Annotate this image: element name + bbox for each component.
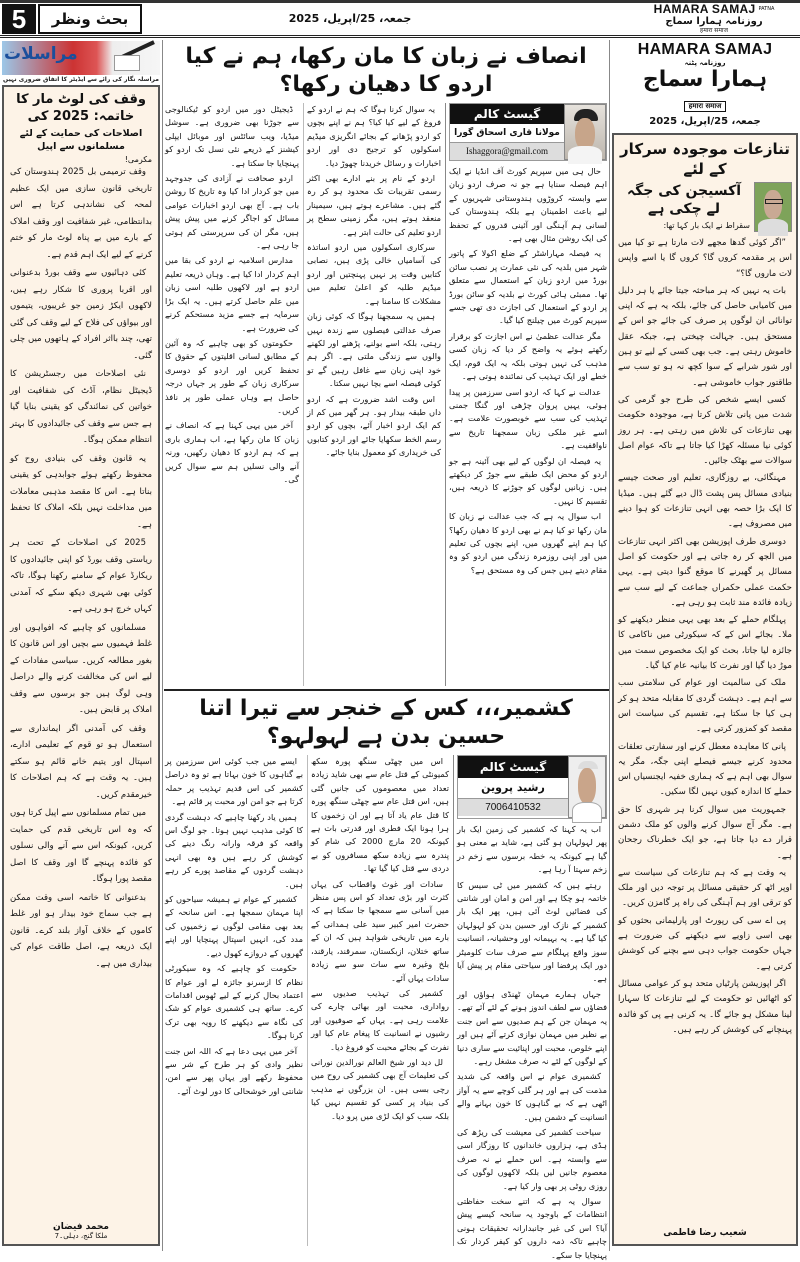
article2-body [165, 755, 449, 1246]
article3-headline-line2: آکسیجن کی جگہ لے چکی ہے [626, 183, 742, 217]
paragraph: اب سوال یہ ہے کہ جب عدالت نے زبان کا مان رکھا تو کیا ہم نے بھی اردو کا دھیان رکھا؟ کیا ہم اپنے گھروں میں، اپنے بچوں کی تعلیم میں اور اپنی روزمرہ زندگی میں اردو کو وہ مقام دیتے ہیں جس کی وہ مستحق ہے؟ [449, 511, 607, 575]
article2-phone: 7006410532 [458, 799, 568, 816]
paragraph: سادات اور غوث واقطاب کی یہاں کثرت اور بڑی تعداد کو اس پس منظر میں آسانی سے سمجھا جا سکتا ہے کہ حضرت امیر کبیر سید علی ہمدانی کے بارے میں تاریخی شواہد ہیں کہ ان کے ساتھ ختلان، ازبکستان، سمرقند، یارقند، بلخ وغیرہ سے سات سو سے زیادہ سادات یہاں آئے۔ [311, 878, 449, 983]
article1-body-right [449, 165, 607, 686]
paragraph: میں تمام مسلمانوں سے اپیل کرتا ہوں کہ وہ اس تاریخی قدم کی حمایت کریں، کیونکہ اس سے آنے والی نسلوں کو فائدہ پہنچے گا اور وقف کا اصل مقصد پورا ہوگا۔ [10, 808, 152, 884]
author-photo [754, 182, 792, 232]
paragraph: جمہوریت میں سوال کرنا ہر شہری کا حق ہے۔ مگر آج سوال کرنے والوں کو ملک دشمن قرار دے دیا جاتا ہے، جو ایک خطرناک رجحان ہے۔ [618, 804, 792, 861]
column-divider [609, 40, 610, 1251]
paragraph: یہ قانون وقف کی بنیادی روح کو محفوظ رکھتے ہوئے جوابدہی کو یقینی بناتا ہے۔ اس کا مقصد مذہبی معاملات میں مداخلت نہیں بلکہ املاک کا تحفظ ہے۔ [10, 453, 152, 530]
section-title: بحث ونظر [38, 4, 142, 34]
article2-headline: کشمیر،،، کس کے خنجر سے تیرا اتنا حسین بدن ہے لہولہو؟ [199, 696, 573, 749]
guest-column-label: گیسٹ کالم [450, 104, 564, 124]
paragraph: آخر میں یہی دعا ہے کہ اللہ اس جنت نظیر وادی کو ہر طرح کے شر سے محفوظ رکھے اور یہاں پھر سے امن، شانتی اور خوشحالی کا دور لوٹ آئے۔ [165, 1045, 303, 1096]
paragraph: اس میں چھٹی سنگھ پورہ سکھ کمیونٹی کے قتل عام سے بھی شاید زیادہ تعداد میں معصوموں کی جانیں گئی ہیں، اس قتل عام سے چھٹی سنگھ پورہ کا قتل عام یاد آتا ہے اور ان زخموں کا ہرا ہونا ایک فطری اور قدرتی بات ہے کیونکہ 20 مارچ 2000 کی شام کو پندرہ سے زیادہ سکھ مسافروں کو بے دردی سے قتل کیا گیا تھا۔ [311, 756, 449, 874]
paragraph: 2025 کی اصلاحات کے تحت ہر ریاستی وقف بورڈ کو اپنی جائیدادوں کا ریکارڈ عوام کے سامنے رکھنا ہوگا، تاکہ کوئی بھی شہری دیکھ سکے کہ آمدنی کہاں خرچ ہو رہی ہے۔ [10, 538, 152, 614]
paragraph: حال ہی میں سپریم کورٹ آف انڈیا نے ایک اہم فیصلہ سنایا ہے جو نہ صرف اردو زبان سے وابستہ کروڑوں ہندوستانی شہریوں کے لیے باعث اطمینان ہے بلکہ ہندوستان کی لسانی ہم آہنگی اور آئینی قدروں کے تحفظ کی ایک روشن مثال بھی ہے۔ [449, 166, 607, 244]
article2-right-column [453, 755, 607, 1260]
paragraph: سوال یہ ہے کہ اتنے سخت حفاظتی انتظامات کے باوجود یہ سانحہ کیسے پیش آیا؟ اس کی غیر جانبدارانہ تحقیقات ہونی چاہیے تاکہ ذمہ داروں کو کیفر کردار تک پہنچایا جا سکے۔ [457, 1195, 607, 1260]
paragraph: سرکاری اسکولوں میں اردو اساتذہ کی آسامیاں خالی پڑی ہیں، نصابی کتابیں وقت پر نہیں پہنچتیں اور اردو میڈیم طلبہ کو اعلیٰ تعلیم میں مشکلات کا سامنا ہے۔ [307, 242, 441, 306]
guest-column-label: گیسٹ کالم [458, 756, 568, 778]
paragraph: اس وقت اشد ضرورت ہے کہ اردو داں طبقہ بیدار ہو۔ ہر گھر میں کم از کم ایک اردو اخبار آئے، بچوں کو اردو رسم الخط سکھایا جائے اور اردو کتابوں کی خریداری کو معمول بنایا جائے۔ [307, 393, 441, 458]
letter-title-line2: اصلاحات کی حمایت کے لئے مسلمانوں سے اپیل [19, 128, 143, 152]
article2-guest-box [457, 755, 607, 819]
envelope-icon [114, 55, 140, 71]
article1-guest-box [449, 103, 607, 161]
masthead-logo-hindi: हमारा समाज [684, 101, 727, 112]
right-column [612, 41, 798, 1246]
paragraph: بدعنوانی کا خاتمہ اسی وقت ممکن ہے جب سماج خود بیدار ہو اور غلط کاموں کے خلاف آواز بلند کرے۔ قانون ایک ذریعہ ہے، اصل طاقت عوام کی بیداری میں ہے۔ [10, 892, 152, 969]
masthead-logo-english: HAMARA SAMAJ [637, 41, 773, 58]
paragraph: ڈیجیٹل دور میں اردو کو ٹیکنالوجی سے جوڑنا بھی ضروری ہے۔ سوشل میڈیا، ویب سائٹس اور موبائل ایپلی کیشنز کے ذریعے نئی نسل تک اردو کو پہنچایا جا سکتا ہے۔ [165, 104, 299, 168]
paragraph: اردو صحافت نے آزادی کی جدوجہد میں جو کردار ادا کیا وہ تاریخ کا روشن باب ہے۔ آج بھی اردو اخبارات عوامی مسائل کو اجاگر کرنے میں پیش پیش ہیں، مگر ان کی سرپرستی کم ہوتی جا رہی ہے۔ [165, 173, 299, 251]
paragraph: نئی اصلاحات میں رجسٹریشن کا ڈیجیٹل نظام، آڈٹ کی شفافیت اور خواتین کی نمائندگی کو یقینی بنایا گیا ہے جس سے وقف کی جائیدادوں کا بہتر انتظام ممکن ہوگا۔ [10, 369, 152, 445]
letter-author: محمد فیضان [53, 1222, 109, 1232]
paragraph: پہلگام حملے کے بعد بھی یہی منظر دیکھنے کو ملا۔ بجائے اس کے کہ سیکورٹی میں ناکامی کا جائزہ لیا جاتا، بحث کو ایک مخصوص سمت میں موڑ دیا گیا اور نفرت کا بیانیہ عام کیا گیا۔ [618, 615, 792, 672]
letters-banner [2, 41, 160, 75]
paragraph: مسلمانوں کو چاہیے کہ افواہوں اور غلط فہمیوں سے بچیں اور اس قانون کا بغور مطالعہ کریں۔ سیاسی مفادات کے لیے اس کی مخالفت کرنے والے دراصل وہی لوگ ہیں جو برسوں سے وقف املاک پر قابض ہیں۔ [10, 622, 152, 715]
paragraph: پانی کا معاہدہ معطل کرنے اور سفارتی تعلقات محدود کرنے جیسے فیصلے اپنی جگہ، مگر یہ سوال بھی اہم ہے کہ ہماری خفیہ ایجنسیاں اس حملے کا اندازہ کیوں نہیں لگا سکیں۔ [618, 741, 792, 798]
paragraph: ملک کی سالمیت اور عوام کی سلامتی سب سے اہم ہے۔ دہشت گردی کا مقابلہ متحد ہو کر ہی کیا جا سکتا ہے، تقسیم کی سیاست اس مقصد کو کمزور کرتی ہے۔ [618, 678, 792, 735]
paragraph: ہمیں یہ سمجھنا ہوگا کہ کوئی زبان صرف عدالتی فیصلوں سے زندہ نہیں رہتی، بلکہ اسے بولنے، پڑھنے اور لکھنے والوں سے زندگی ملتی ہے۔ اگر ہم خود اپنی زبان سے غافل رہیں گے تو کوئی فیصلہ اسے بچا نہیں سکتا۔ [307, 311, 441, 389]
paragraph: سیاحت کشمیر کی معیشت کی ریڑھ کی ہڈی ہے، ہزاروں خاندانوں کا روزگار اسی سے وابستہ ہے۔ اس حملے نے نہ صرف معصوم جانیں لیں بلکہ لاکھوں لوگوں کی روزی روٹی پر بھی وار کیا ہے۔ [457, 1126, 607, 1191]
article1-author: مولانا قاری اسحاق گورا [450, 124, 564, 143]
paragraph: لل دید اور شیخ العالم نورالدین نورانی کی تعلیمات آج بھی کشمیر کی روح میں رچی بسی ہیں۔ ان بزرگوں نے مذہب کی بنیاد پر کسی کو تقسیم نہیں کیا بلکہ سب کو ایک لڑی میں پرو دیا۔ [311, 1056, 449, 1121]
paragraph: مہنگائی، بے روزگاری، تعلیم اور صحت جیسے بنیادی مسائل پس پشت ڈال دیے گئے ہیں۔ میڈیا کا ایک بڑا حصہ بھی انہی تنازعات کو ہوا دینے میں مصروف ہے۔ [618, 473, 792, 530]
paragraph: اب یہ کہنا کہ کشمیر کی زمین ایک بار پھر لہولہان ہو گئی ہے، شاید بے معنی ہو گیا ہے کیونکہ یہ خطہ برسوں سے زخم در زخم سہتا آ رہا ہے۔ [457, 824, 607, 875]
masthead-date: جمعہ، 25/اپریل، 2025 [649, 116, 761, 127]
article1-email: Ishaggora@gmail.com [450, 143, 564, 160]
article2-body-right [457, 823, 607, 1260]
paragraph: ہمیں یاد رکھنا چاہیے کہ دہشت گردی کا کوئی مذہب نہیں ہوتا۔ جو لوگ اس واقعہ کو فرقہ وارانہ رنگ دینے کی کوشش کر رہے ہیں وہ بھی انہی دہشت گردوں کے مقاصد پورے کر رہے ہیں۔ [165, 811, 303, 889]
paragraph: ایسے میں جب کوئی اس سرزمین پر بے گناہوں کا خون بہاتا ہے تو وہ دراصل کشمیر کی اس قدیم تہذیب پر حملہ کرتا ہے جو امن اور محبت پر قائم ہے۔ [165, 756, 303, 807]
letter-box [2, 85, 160, 1246]
header-logo [630, 2, 798, 36]
paragraph: رہتے ہیں کہ کشمیر میں ٹی سیس کا خاتمہ ہو چکا ہے اور امن و امان اور شانتی کی فضائیں لوٹ آئی ہیں، پھر ایک بار کشمیر کے نازک اور حسین بدن کو لہولہان کیا گیا ہے۔ یہ بہیمانہ اور وحشیانہ، انسانیت سوز واقع پہلگام سے صرف سات کلومیٹر دور ایک پرفضا اور سیاحتی مقام پر پیش آیا ہے۔ [457, 879, 607, 984]
logo-english: HAMARA SAMAJ [653, 2, 756, 16]
article1-right-column [445, 103, 607, 686]
article-separator [164, 689, 609, 691]
header-date: جمعہ، 25/اپریل، 2025 [288, 12, 412, 25]
letters-caption: مراسلہ نگار کی رائے سے ایڈیٹر کا اتفاق ضروری نہیں [3, 76, 159, 83]
paragraph: کشمیر کی تہذیب صدیوں سے رواداری، محبت اور بھائی چارے کی علامت رہی ہے۔ یہاں کے صوفیوں اور رشیوں نے انسانیت کا پیغام عام کیا اور نفرت کے بجائے محبت کو فروغ دیا۔ [311, 987, 449, 1052]
article3-headline-line1: تنازعات موجودہ سرکار کے لئے [620, 140, 790, 178]
paragraph: کئی دہائیوں سے وقف بورڈ بدعنوانی اور اقربا پروری کا شکار رہے ہیں، لاکھوں ایکڑ زمین جو غریبوں، یتیموں اور بیواؤں کی فلاح کے لیے وقف کی گئی تھی، چند بااثر افراد کے ہاتھوں میں چلی گئی۔ [10, 268, 152, 361]
logo-urdu: روزنامہ ہمارا سماج [665, 16, 763, 27]
paragraph: بات یہ نہیں کہ ہر مباحثہ جیتا جائے یا ہر دلیل میں کامیابی حاصل کی جائے، بلکہ یہ ہے کہ اپنی توانائی ان لوگوں پر صرف کی جائے جو اس کے مستحق ہیں۔ جہالت چیختی ہے، جبکہ عقل خاموش رہتی ہے۔ جب بھی کسی کے لیے تو ہین اور شور شرابے کے سوا کچھ نہ ہو تو سب سے طاقتور جواب خاموشی ہے۔ [618, 285, 792, 388]
author-photo [568, 756, 606, 818]
article3-author: شعیب رضا فاطمی [663, 1228, 747, 1238]
logo-city: PATNA [758, 6, 775, 12]
masthead-logo-tag: روزنامہ پٹنہ [684, 59, 726, 67]
paragraph: کشمیری عوام نے اس واقعہ کی شدید مذمت کی ہے اور ہر گلی کوچے سے یہ آواز اٹھی ہے کہ بے گناہوں کا خون بہانے والے انسانیت کے دشمن ہیں۔ [457, 1071, 607, 1122]
page-number: 5 [2, 4, 36, 34]
letter-title-line1: وقف کی لوٹ مار کا خاتمہ: 2025 کی [16, 92, 146, 124]
article1-headline: انصاف نے زبان کا مان رکھا، ہم نے کیا اردو کا دھیان رکھا؟ [185, 44, 587, 97]
article1-body [165, 103, 441, 686]
paragraph: دوسری طرف اپوزیشن بھی اکثر انہی تنازعات میں الجھ کر رہ جاتی ہے اور حکومت کو اصل مسائل پر گھیرنے کا موقع گنوا دیتی ہے۔ یہی حکمت عملی حکمراں جماعت کے لیے سب سے زیادہ فائدہ مند ثابت ہو رہی ہے۔ [618, 536, 792, 608]
paragraph: مدارس اسلامیہ نے اردو کی بقا میں اہم کردار ادا کیا ہے۔ وہاں ذریعہ تعلیم اردو ہے اور لاکھوں طلبہ اسی زبان میں علم حاصل کرتے ہیں۔ یہ ایک بڑا سرمایہ ہے جسے مزید مستحکم کرنے کی ضرورت ہے۔ [165, 255, 299, 333]
paragraph: کشمیر کے عوام نے ہمیشہ سیاحوں کو اپنا مہمان سمجھا ہے۔ اس سانحہ کے بعد بھی مقامی لوگوں نے زخمیوں کی مدد کی، انہیں اسپتال پہنچایا اور اپنے گھروں کے دروازے کھول دیے۔ [165, 894, 303, 958]
paragraph: یہ وقت ہے کہ ہم تنازعات کی سیاست سے اوپر اٹھ کر حقیقی مسائل پر توجہ دیں اور ملک کو ترقی اور ہم آہنگی کی راہ پر گامزن کریں۔ [618, 867, 792, 909]
logo-hindi: हमारा समाज [700, 27, 728, 34]
paragraph: وقف ترمیمی بل 2025 ہندوستان کی تاریخی قانون سازی میں ایک عظیم لمحہ کی نشاندہی کرتا ہے اس بدانتظامی، غیر شفافیت اور وقف املاک کے بارے میں بے پناہ لوٹ مار کو ختم کرنے کے لیے ایک اہم قدم ہے۔ [10, 167, 152, 260]
article3-box [612, 133, 798, 1246]
paragraph: حکومت کو چاہیے کہ وہ سیکورٹی نظام کا ازسرنو جائزہ لے اور عوام کا اعتماد بحال کرنے کے لیے ٹھوس اقدامات کرے۔ ساتھ ہی کشمیری عوام کو شک کی نگاہ سے دیکھنے کا رویہ بھی ترک کرنا ہوگا۔ [165, 963, 303, 1041]
masthead-logo-urdu: ہمارا سماج [642, 67, 768, 92]
paragraph: کسی ایسے شخص کی طرح جو گرمی کی شدت میں پانی تلاش کرتا ہے، موجودہ حکومت بھی تنازعات کی تلاش میں رہتی ہے۔ ہر روز کوئی نیا مسئلہ کھڑا کیا جاتا ہے تاکہ عوام اصل سوالات سے بھٹک جائیں۔ [618, 394, 792, 467]
article3-body [618, 236, 792, 1222]
letters-banner-title: مراسلات [4, 44, 78, 64]
paragraph: یہ فیصلہ مہاراشٹر کے ضلع اکولا کے پاتور شہر میں بلدیہ کی نئی عمارت پر نصب سائن بورڈ میں اردو زبان کے استعمال سے متعلق تھا۔ ممبئی ہائی کورٹ نے بلدیہ کو سائن بورڈ پر اردو کے استعمال کی اجازت دی تھی جسے سپریم کورٹ میں چیلنج کیا گیا۔ [449, 248, 607, 326]
article2 [165, 693, 607, 1260]
paragraph: یہ فیصلہ ان لوگوں کے لیے بھی آئینہ ہے جو اردو کو محض ایک طبقے سے جوڑ کر دیکھتے ہیں۔ زبانیں لوگوں کو جوڑنے کا ذریعہ ہیں، تقسیم کا نہیں۔ [449, 455, 607, 506]
paragraph: اردو کے نام پر بنے ادارے بھی اکثر رسمی تقریبات تک محدود ہو کر رہ گئے ہیں۔ مشاعرے ہوتے ہیں، سیمینار منعقد ہوتے ہیں، مگر زمینی سطح پر اردو تعلیم کی حالت ابتر ہے۔ [307, 173, 441, 237]
paragraph: یہ سوال کرنا ہوگا کہ ہم نے اردو کے فروغ کے لیے کیا کیا؟ ہم نے اپنے بچوں کو اردو پڑھانے کے بجائے انگریزی میڈیم اسکولوں کو ترجیح دی اور اردو اخبارات و رسائل خریدنا چھوڑ دیا۔ [307, 104, 441, 168]
article2-author: رشید پروین [458, 778, 568, 799]
paragraph: مگر عدالت عظمیٰ نے اس اجازت کو برقرار رکھتے ہوئے یہ واضح کر دیا کہ زبان کسی مذہب کی نہیں ہوتی بلکہ یہ ایک قوم، ایک خطے اور ایک تہذیب کی نمائندہ ہوتی ہے۔ [449, 330, 607, 382]
paragraph: عدالت نے کہا کہ اردو اسی سرزمین پر پیدا ہوئی، یہیں پروان چڑھی اور گنگا جمنی تہذیب کی سب سے خوبصورت علامت ہے۔ اسے غیر ملکی زبان سمجھنا تاریخ سے ناواقفیت ہے۔ [449, 386, 607, 451]
letter-salutation: مکرمی! [124, 155, 152, 164]
masthead-logo [612, 41, 798, 112]
paragraph: آخر میں یہی کہنا ہے کہ انصاف نے زبان کا مان رکھا ہے، اب ہماری باری ہے کہ ہم اردو کا دھیان رکھیں، ورنہ آنے والی نسلیں ہم سے سوال کریں گی۔ [165, 420, 299, 484]
paragraph: حکومتوں کو بھی چاہیے کہ وہ آئین کے مطابق لسانی اقلیتوں کے حقوق کا تحفظ کریں اور اردو کو دوسری سرکاری زبان کے طور پر جہاں درجہ حاصل ہے وہاں عملی طور پر نافذ کریں۔ [165, 337, 299, 415]
paragraph: وقف کی آمدنی اگر ایمانداری سے استعمال ہو تو قوم کے تعلیمی ادارے، اسپتال اور یتیم خانے قائم ہو سکتے ہیں۔ یہ وقت ہے کہ ہم اصلاحات کا خیرمقدم کریں۔ [10, 723, 152, 800]
letter-location: ملکا گنج، دہلی۔7 [54, 1232, 108, 1240]
article3-intro: سقراط نے ایک بار کہا تھا: [663, 221, 750, 230]
paragraph: جہاں ہمارے مہمان ٹھنڈی ہواؤں اور فضاؤں سے لطف اندوز ہونے کے لئے آئے تھے۔ یہ مہمان جن کے ہم صدیوں سے اس جنت بے نظیر میں مہمان نوازی کرتے آئے ہیں اور اپنے خلوص، محبت اور اپنائیت سے ساری دنیا کے لوگوں کے لئے نہ صرف مشغل رہے۔ [457, 988, 607, 1066]
letters-column [2, 41, 160, 1246]
letter-body [4, 164, 158, 1218]
paragraph: پی اے سی کی رپورٹ اور پارلیمانی بحثوں کو بھی اسی زاویے سے دیکھنے کی ضرورت ہے جہاں حکومت جواب دہی سے بچنے کی کوشش کرتی ہے۔ [618, 915, 792, 972]
paragraph: اگر اپوزیشن پارٹیاں متحد ہو کر عوامی مسائل کو اٹھائیں تو حکومت کے لیے تنازعات کا سہارا لینا مشکل ہو جائے گا۔ یہ کرنی ہے پی کو فائدہ پہنچانے کی کوشش کر رہے ہیں۔ [618, 978, 792, 1035]
column-divider [162, 40, 163, 1251]
article1 [165, 41, 607, 686]
paragraph: ”اگر کوئی گدھا مجھے لات مارتا ہے تو کیا میں اس پر مقدمہ کروں گا؟ کروں گا یا اسے واپس لات ماروں گا؟“ [618, 238, 792, 279]
author-photo [564, 104, 606, 160]
